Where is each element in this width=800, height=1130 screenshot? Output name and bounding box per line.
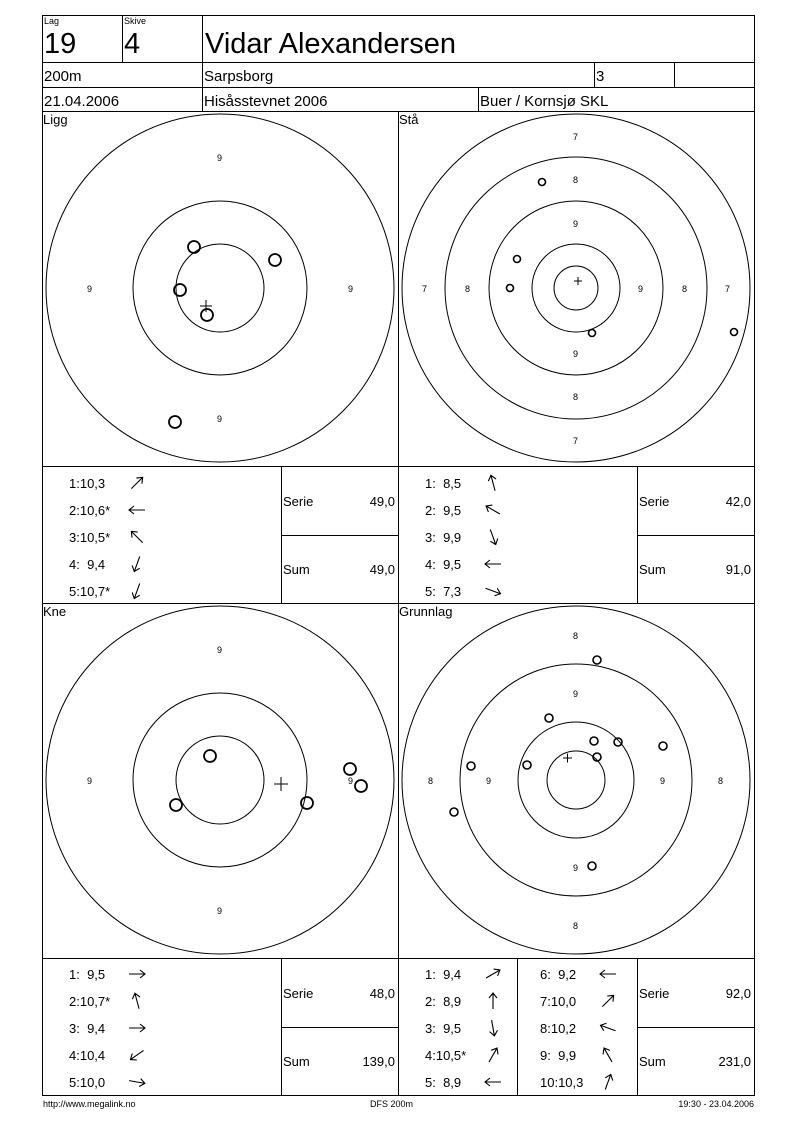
- shot-direction-arrow-icon: [483, 964, 503, 984]
- shot-score: 4: 9,4: [69, 557, 106, 572]
- shot-line: [425, 1074, 535, 1090]
- sum-value-kne: 139,0: [362, 1054, 395, 1069]
- shot-score: 3:10,5*: [69, 530, 111, 545]
- shot-direction-arrow-icon: [483, 1018, 503, 1038]
- shot-direction-arrow-icon: [483, 581, 503, 601]
- shot-hole: [523, 761, 531, 769]
- ring-label: 9: [573, 349, 579, 359]
- shot-direction-arrow-icon: [127, 527, 147, 547]
- shot-direction-arrow-icon: [127, 473, 147, 493]
- shot-score: 5: 7,3: [425, 584, 462, 599]
- shot-direction-arrow-icon: [483, 554, 503, 574]
- shot-line: [540, 1020, 650, 1036]
- shot-direction-arrow-icon: [483, 473, 503, 493]
- shot-score: 4:10,4: [69, 1048, 106, 1063]
- shot-hole: [301, 797, 313, 809]
- shot-direction-arrow-icon: [483, 1045, 503, 1065]
- ring-label: 9: [87, 284, 93, 294]
- shot-holes: [507, 179, 738, 337]
- shot-direction-arrow-icon: [127, 581, 147, 601]
- ring-label: 7: [725, 284, 731, 294]
- serie-value-kne: 48,0: [369, 986, 395, 1001]
- shot-line: [69, 529, 179, 545]
- shot-line: [425, 1020, 535, 1036]
- shot-hole: [539, 179, 546, 186]
- footer-url: http://www.megalink.no: [43, 1099, 136, 1109]
- shot-hole: [588, 862, 596, 870]
- shot-line: [425, 556, 535, 572]
- panel-title-grunnlag: Grunnlag: [399, 604, 453, 619]
- date: 21.04.2006: [44, 93, 120, 110]
- shot-score: 8:10,2: [540, 1021, 577, 1036]
- shot-direction-arrow-icon: [127, 554, 147, 574]
- sum-label: Sum: [283, 562, 310, 577]
- shot-line: [69, 993, 179, 1009]
- ring-label: 9: [573, 863, 579, 873]
- shot-score: 1: 9,4: [425, 967, 462, 982]
- shot-score: 2:10,7*: [69, 994, 111, 1009]
- target-grunnlag: [398, 603, 755, 958]
- sum-value-grunnlag: 231,0: [718, 1054, 751, 1069]
- shot-direction-arrow-icon: [598, 1045, 618, 1065]
- shot-hole: [467, 762, 475, 770]
- serie-value-grunnlag: 92,0: [725, 986, 751, 1001]
- shot-hole: [169, 416, 181, 428]
- shot-direction-arrow-icon: [598, 1018, 618, 1038]
- ring-label: 7: [573, 436, 579, 446]
- shot-score: 2:10,6*: [69, 503, 111, 518]
- ring-label: 9: [217, 414, 223, 424]
- shot-line: [425, 1047, 535, 1063]
- shot-score: 1: 9,5: [69, 967, 106, 982]
- sum-label: Sum: [639, 562, 666, 577]
- shot-hole: [188, 241, 200, 253]
- panel-title-kne: Kne: [43, 604, 67, 619]
- shot-line: [69, 475, 179, 491]
- shot-direction-arrow-icon: [483, 1072, 503, 1092]
- shot-score: 2: 8,9: [425, 994, 462, 1009]
- shot-line: [425, 475, 535, 491]
- ring-label: 8: [718, 776, 724, 786]
- shot-score: 2: 9,5: [425, 503, 462, 518]
- shot-hole: [731, 329, 738, 336]
- ring-label: 9: [87, 776, 93, 786]
- ring-label: 8: [573, 921, 579, 931]
- shot-hole: [659, 742, 667, 750]
- shot-line: [425, 529, 535, 545]
- shot-hole: [593, 656, 601, 664]
- event-name: Hisåsstevnet 2006: [204, 93, 328, 110]
- round-number: 3: [596, 68, 605, 85]
- shot-holes: [169, 241, 281, 428]
- shot-holes: [450, 656, 667, 870]
- shot-line: [425, 583, 535, 599]
- ring-label: 9: [573, 689, 579, 699]
- shot-line: [540, 1074, 650, 1090]
- ring-label: 9: [638, 284, 644, 294]
- shot-direction-arrow-icon: [483, 527, 503, 547]
- shot-score: 4:10,5*: [425, 1048, 467, 1063]
- center-mark: [574, 277, 582, 285]
- shot-line: [69, 556, 179, 572]
- shot-hole: [450, 808, 458, 816]
- center-mark: [274, 777, 288, 791]
- shot-hole: [170, 799, 182, 811]
- shot-line: [425, 966, 535, 982]
- shot-score: 3: 9,5: [425, 1021, 462, 1036]
- panel-title-sta: Stå: [399, 112, 419, 127]
- serie-label: Serie: [283, 986, 314, 1001]
- shot-line: [69, 1020, 179, 1036]
- shot-line: [69, 583, 179, 599]
- shot-score: 1:10,3: [69, 476, 106, 491]
- sum-label: Sum: [283, 1054, 310, 1069]
- shot-score: 4: 9,5: [425, 557, 462, 572]
- ring-label: 8: [573, 175, 579, 185]
- skive-number: 4: [124, 28, 141, 60]
- ring-label: 9: [486, 776, 492, 786]
- shot-line: [69, 1074, 179, 1090]
- shot-score: 6: 9,2: [540, 967, 577, 982]
- shot-score: 5:10,7*: [69, 584, 111, 599]
- shot-line: [540, 1047, 650, 1063]
- shot-direction-arrow-icon: [483, 991, 503, 1011]
- city: Sarpsborg: [204, 68, 274, 85]
- shot-holes: [170, 750, 367, 811]
- ring-label: 9: [348, 284, 354, 294]
- shot-hole: [514, 256, 521, 263]
- serie-label: Serie: [639, 986, 670, 1001]
- ring-label: 8: [682, 284, 688, 294]
- shot-direction-arrow-icon: [127, 1018, 147, 1038]
- ring-label: 9: [348, 776, 354, 786]
- footer-timestamp: 19:30 - 23.04.2006: [678, 1099, 754, 1109]
- ring-label: 9: [573, 219, 579, 229]
- ring-label: 8: [465, 284, 471, 294]
- shot-line: [69, 966, 179, 982]
- sum-value-sta: 91,0: [725, 562, 751, 577]
- shot-hole: [507, 285, 514, 292]
- target-sta: [398, 111, 755, 466]
- center-mark: [563, 754, 572, 763]
- shot-line: [540, 966, 650, 982]
- shot-hole: [355, 780, 367, 792]
- club-name: Buer / Kornsjø SKL: [480, 93, 609, 110]
- shot-direction-arrow-icon: [127, 991, 147, 1011]
- shot-hole: [545, 714, 553, 722]
- target-kne: [42, 603, 398, 958]
- shot-direction-arrow-icon: [127, 1045, 147, 1065]
- shot-direction-arrow-icon: [127, 1072, 147, 1092]
- shot-direction-arrow-icon: [127, 500, 147, 520]
- panel-title-ligg: Ligg: [43, 112, 68, 127]
- shot-direction-arrow-icon: [127, 964, 147, 984]
- shot-direction-arrow-icon: [598, 1072, 618, 1092]
- ring-label: 8: [428, 776, 434, 786]
- shot-hole: [201, 309, 213, 321]
- shot-hole: [269, 254, 281, 266]
- serie-value-sta: 42,0: [725, 494, 751, 509]
- ring-label: 9: [217, 906, 223, 916]
- shot-line: [540, 993, 650, 1009]
- shot-score: 5: 8,9: [425, 1075, 462, 1090]
- skive-label: Skive: [124, 16, 147, 26]
- ring-label: 9: [660, 776, 666, 786]
- shot-hole: [589, 330, 596, 337]
- shot-score: 7:10,0: [540, 994, 577, 1009]
- shot-line: [69, 502, 179, 518]
- serie-label: Serie: [639, 494, 670, 509]
- shot-line: [425, 993, 535, 1009]
- shot-hole: [590, 737, 598, 745]
- ring-label: 7: [573, 132, 579, 142]
- shot-direction-arrow-icon: [598, 991, 618, 1011]
- sum-label: Sum: [639, 1054, 666, 1069]
- shot-score: 10:10,3: [540, 1075, 584, 1090]
- shot-direction-arrow-icon: [483, 500, 503, 520]
- ring-label: 9: [217, 645, 223, 655]
- shot-hole: [204, 750, 216, 762]
- sum-value-ligg: 49,0: [369, 562, 395, 577]
- shooter-name: Vidar Alexandersen: [205, 28, 456, 60]
- distance: 200m: [44, 68, 82, 85]
- shot-direction-arrow-icon: [598, 964, 618, 984]
- shot-hole: [614, 738, 622, 746]
- serie-value-ligg: 49,0: [369, 494, 395, 509]
- shot-line: [69, 1047, 179, 1063]
- shot-score: 3: 9,4: [69, 1021, 106, 1036]
- lag-number: 19: [44, 28, 77, 60]
- ring-label: 8: [573, 631, 579, 641]
- ring-label: 7: [422, 284, 428, 294]
- footer-program: DFS 200m: [370, 1099, 414, 1109]
- ring-label: 8: [573, 392, 579, 402]
- shot-line: [425, 502, 535, 518]
- shot-score: 9: 9,9: [540, 1048, 577, 1063]
- shot-hole: [344, 763, 356, 775]
- target-ligg: [42, 111, 398, 466]
- shot-score: 3: 9,9: [425, 530, 462, 545]
- lag-label: Lag: [44, 16, 60, 26]
- shot-score: 1: 8,5: [425, 476, 462, 491]
- serie-label: Serie: [283, 494, 314, 509]
- ring-label: 9: [217, 153, 223, 163]
- shot-score: 5:10,0: [69, 1075, 106, 1090]
